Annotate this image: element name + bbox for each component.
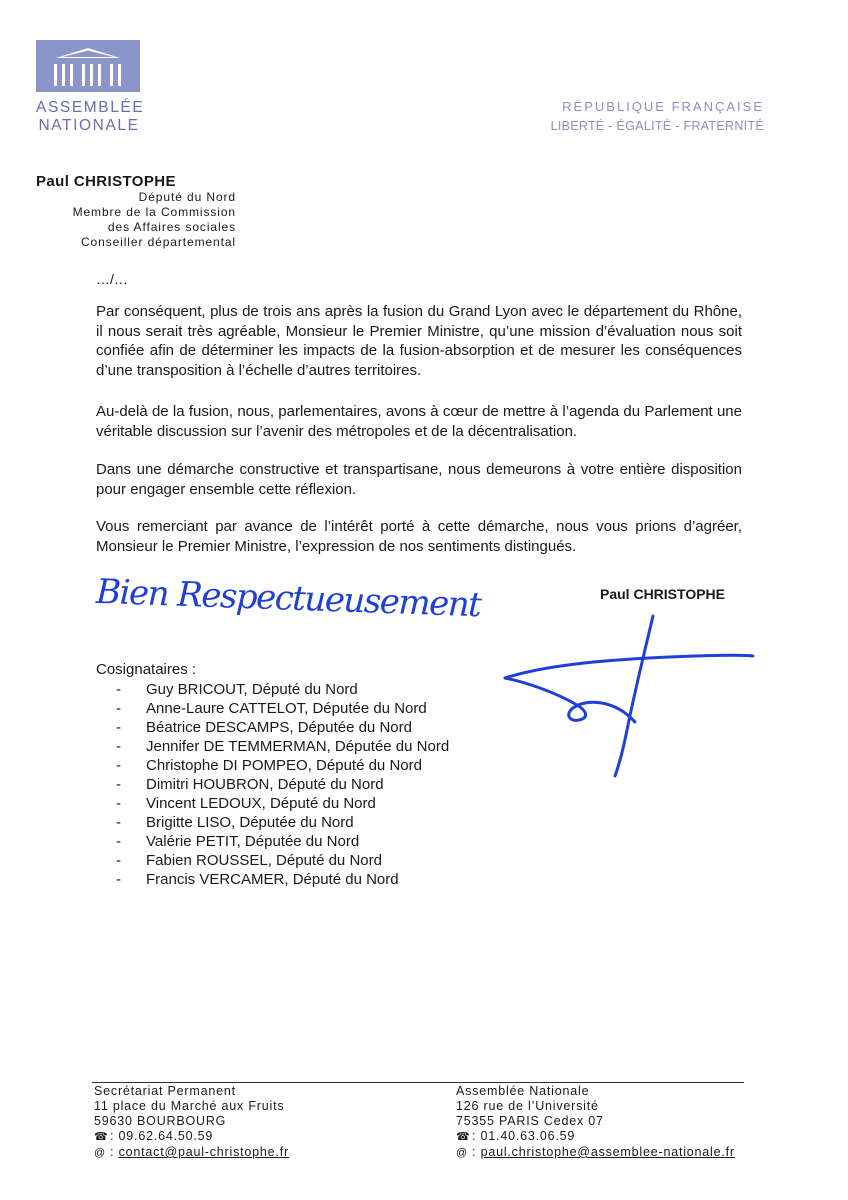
cosignataire: Christophe DI POMPEO, Député du Nord — [146, 757, 422, 774]
footer-left-address2: 59630 BOURBOURG — [94, 1114, 227, 1128]
list-item: - Francis VERCAMER, Député du Nord — [116, 871, 399, 888]
cosignataire: Francis VERCAMER, Député du Nord — [146, 871, 399, 888]
deputy-titles — [36, 190, 236, 250]
footer-left-phone: : 09.62.64.50.59 — [110, 1129, 214, 1143]
paragraph-4: Vous remerciant par avance de l’intérêt porté à cette démarche, nous vous prions d’agréer, Monsieur le Premier Ministre, l’expression de nos sentiments distingués. — [96, 518, 742, 555]
cosignataire: Jennifer DE TEMMERMAN, Députée du Nord — [146, 738, 450, 755]
logo-text-line2: NATIONALE — [38, 117, 140, 134]
footer-right-email-row — [456, 1145, 735, 1161]
deputy-name: Paul CHRISTOPHE — [36, 173, 176, 190]
cosignataire: Vincent LEDOUX, Député du Nord — [146, 795, 376, 812]
continuation-mark: …/… — [96, 271, 128, 287]
signatory-name: Paul CHRISTOPHE — [600, 586, 725, 602]
footer-left-address1: 11 place du Marché aux Fruits — [94, 1099, 285, 1113]
deputy-title-line: des Affaires sociales — [107, 220, 236, 234]
cosignataire: Béatrice DESCAMPS, Députée du Nord — [146, 719, 412, 736]
phone-icon: ☎ — [456, 1131, 471, 1143]
deputy-title-line: Conseiller départemental — [80, 235, 236, 249]
cosignataire: Fabien ROUSSEL, Député du Nord — [146, 852, 382, 869]
footer-divider — [92, 1082, 744, 1083]
list-item: - Guy BRICOUT, Député du Nord — [116, 681, 358, 698]
cosignataire: Valérie PETIT, Députée du Nord — [146, 833, 360, 850]
republic-motto: LIBERTÉ - ÉGALITÉ - FRATERNITÉ — [550, 119, 764, 133]
signature — [495, 610, 760, 780]
list-item: - Christophe DI POMPEO, Député du Nord — [116, 757, 422, 774]
handwritten-note — [94, 568, 481, 630]
paragraph-1: Par conséquent, plus de trois ans après la fusion du Grand Lyon avec le département du Rhône, il nous serait très agréable, Monsieur le Premier Ministre, qu’une mission d’évaluation nous soit confiée afin de déterminer les impacts de la fusion-absorption et de mesurer les conséquences d’une transposition à l’échelle d’autres territoires. — [96, 303, 742, 379]
paragraph-3: Dans une démarche constructive et transpartisane, nous demeurons à votre entière disposition pour engager ensemble cette réflexion. — [96, 461, 742, 498]
email-icon: @ — [94, 1147, 106, 1159]
email-separator: : — [472, 1145, 477, 1159]
email-separator: : — [110, 1145, 115, 1159]
cosignataires-title: Cosignataires : — [96, 661, 197, 678]
deputy-title-line: Député du Nord — [138, 190, 236, 204]
cosignataire: Brigitte LISO, Députée du Nord — [146, 814, 354, 831]
deputy-title-line: Membre de la Commission — [72, 205, 236, 219]
email-icon: @ — [456, 1147, 468, 1159]
list-item: - Anne-Laure CATTELOT, Députée du Nord — [116, 700, 427, 717]
list-item: - Vincent LEDOUX, Député du Nord — [116, 795, 376, 812]
list-item: - Fabien ROUSSEL, Député du Nord — [116, 852, 382, 869]
svg-text:Bien Respectueusement: Bien Respectueusement — [95, 571, 481, 626]
footer-right-phone-row — [456, 1129, 735, 1145]
cosignataire: Guy BRICOUT, Député du Nord — [146, 681, 358, 698]
footer-right-email-link[interactable]: paul.christophe@assemblee-nationale.fr — [480, 1145, 735, 1159]
assemblee-logo-icon — [36, 40, 140, 92]
phone-icon: ☎ — [94, 1131, 109, 1143]
logo-text-line1: ASSEMBLÉE — [36, 99, 145, 116]
cosignataire: Anne-Laure CATTELOT, Députée du Nord — [146, 700, 427, 717]
list-item: - Brigitte LISO, Députée du Nord — [116, 814, 354, 831]
footer-left — [94, 1084, 289, 1161]
list-item: - Béatrice DESCAMPS, Députée du Nord — [116, 719, 412, 736]
footer-left-email-row — [94, 1145, 289, 1161]
footer-right-phone: : 01.40.63.06.59 — [472, 1129, 576, 1143]
list-item: - Dimitri HOUBRON, Député du Nord — [116, 776, 384, 793]
cosignataires-list — [116, 680, 449, 889]
list-item: - Jennifer DE TEMMERMAN, Députée du Nord — [116, 738, 450, 755]
pediment-icon — [56, 48, 120, 58]
footer-left-title: Secrétariat Permanent — [94, 1084, 236, 1098]
cosignataire: Dimitri HOUBRON, Député du Nord — [146, 776, 384, 793]
footer-right — [456, 1084, 735, 1161]
paragraph-2: Au-delà de la fusion, nous, parlementaires, avons à cœur de mettre à l’agenda du Parlement une véritable discussion sur l’avenir des métropoles et de la décentralisation. — [96, 403, 742, 440]
footer-right-address2: 75355 PARIS Cedex 07 — [456, 1114, 604, 1128]
footer-left-phone-row — [94, 1129, 289, 1145]
list-item: - Valérie PETIT, Députée du Nord — [116, 833, 360, 850]
republic-name: RÉPUBLIQUE FRANÇAISE — [562, 99, 764, 114]
footer-right-address1: 126 rue de l’Université — [456, 1099, 599, 1113]
footer-right-title: Assemblée Nationale — [456, 1084, 590, 1098]
footer-left-email-link[interactable]: contact@paul-christophe.fr — [118, 1145, 289, 1159]
